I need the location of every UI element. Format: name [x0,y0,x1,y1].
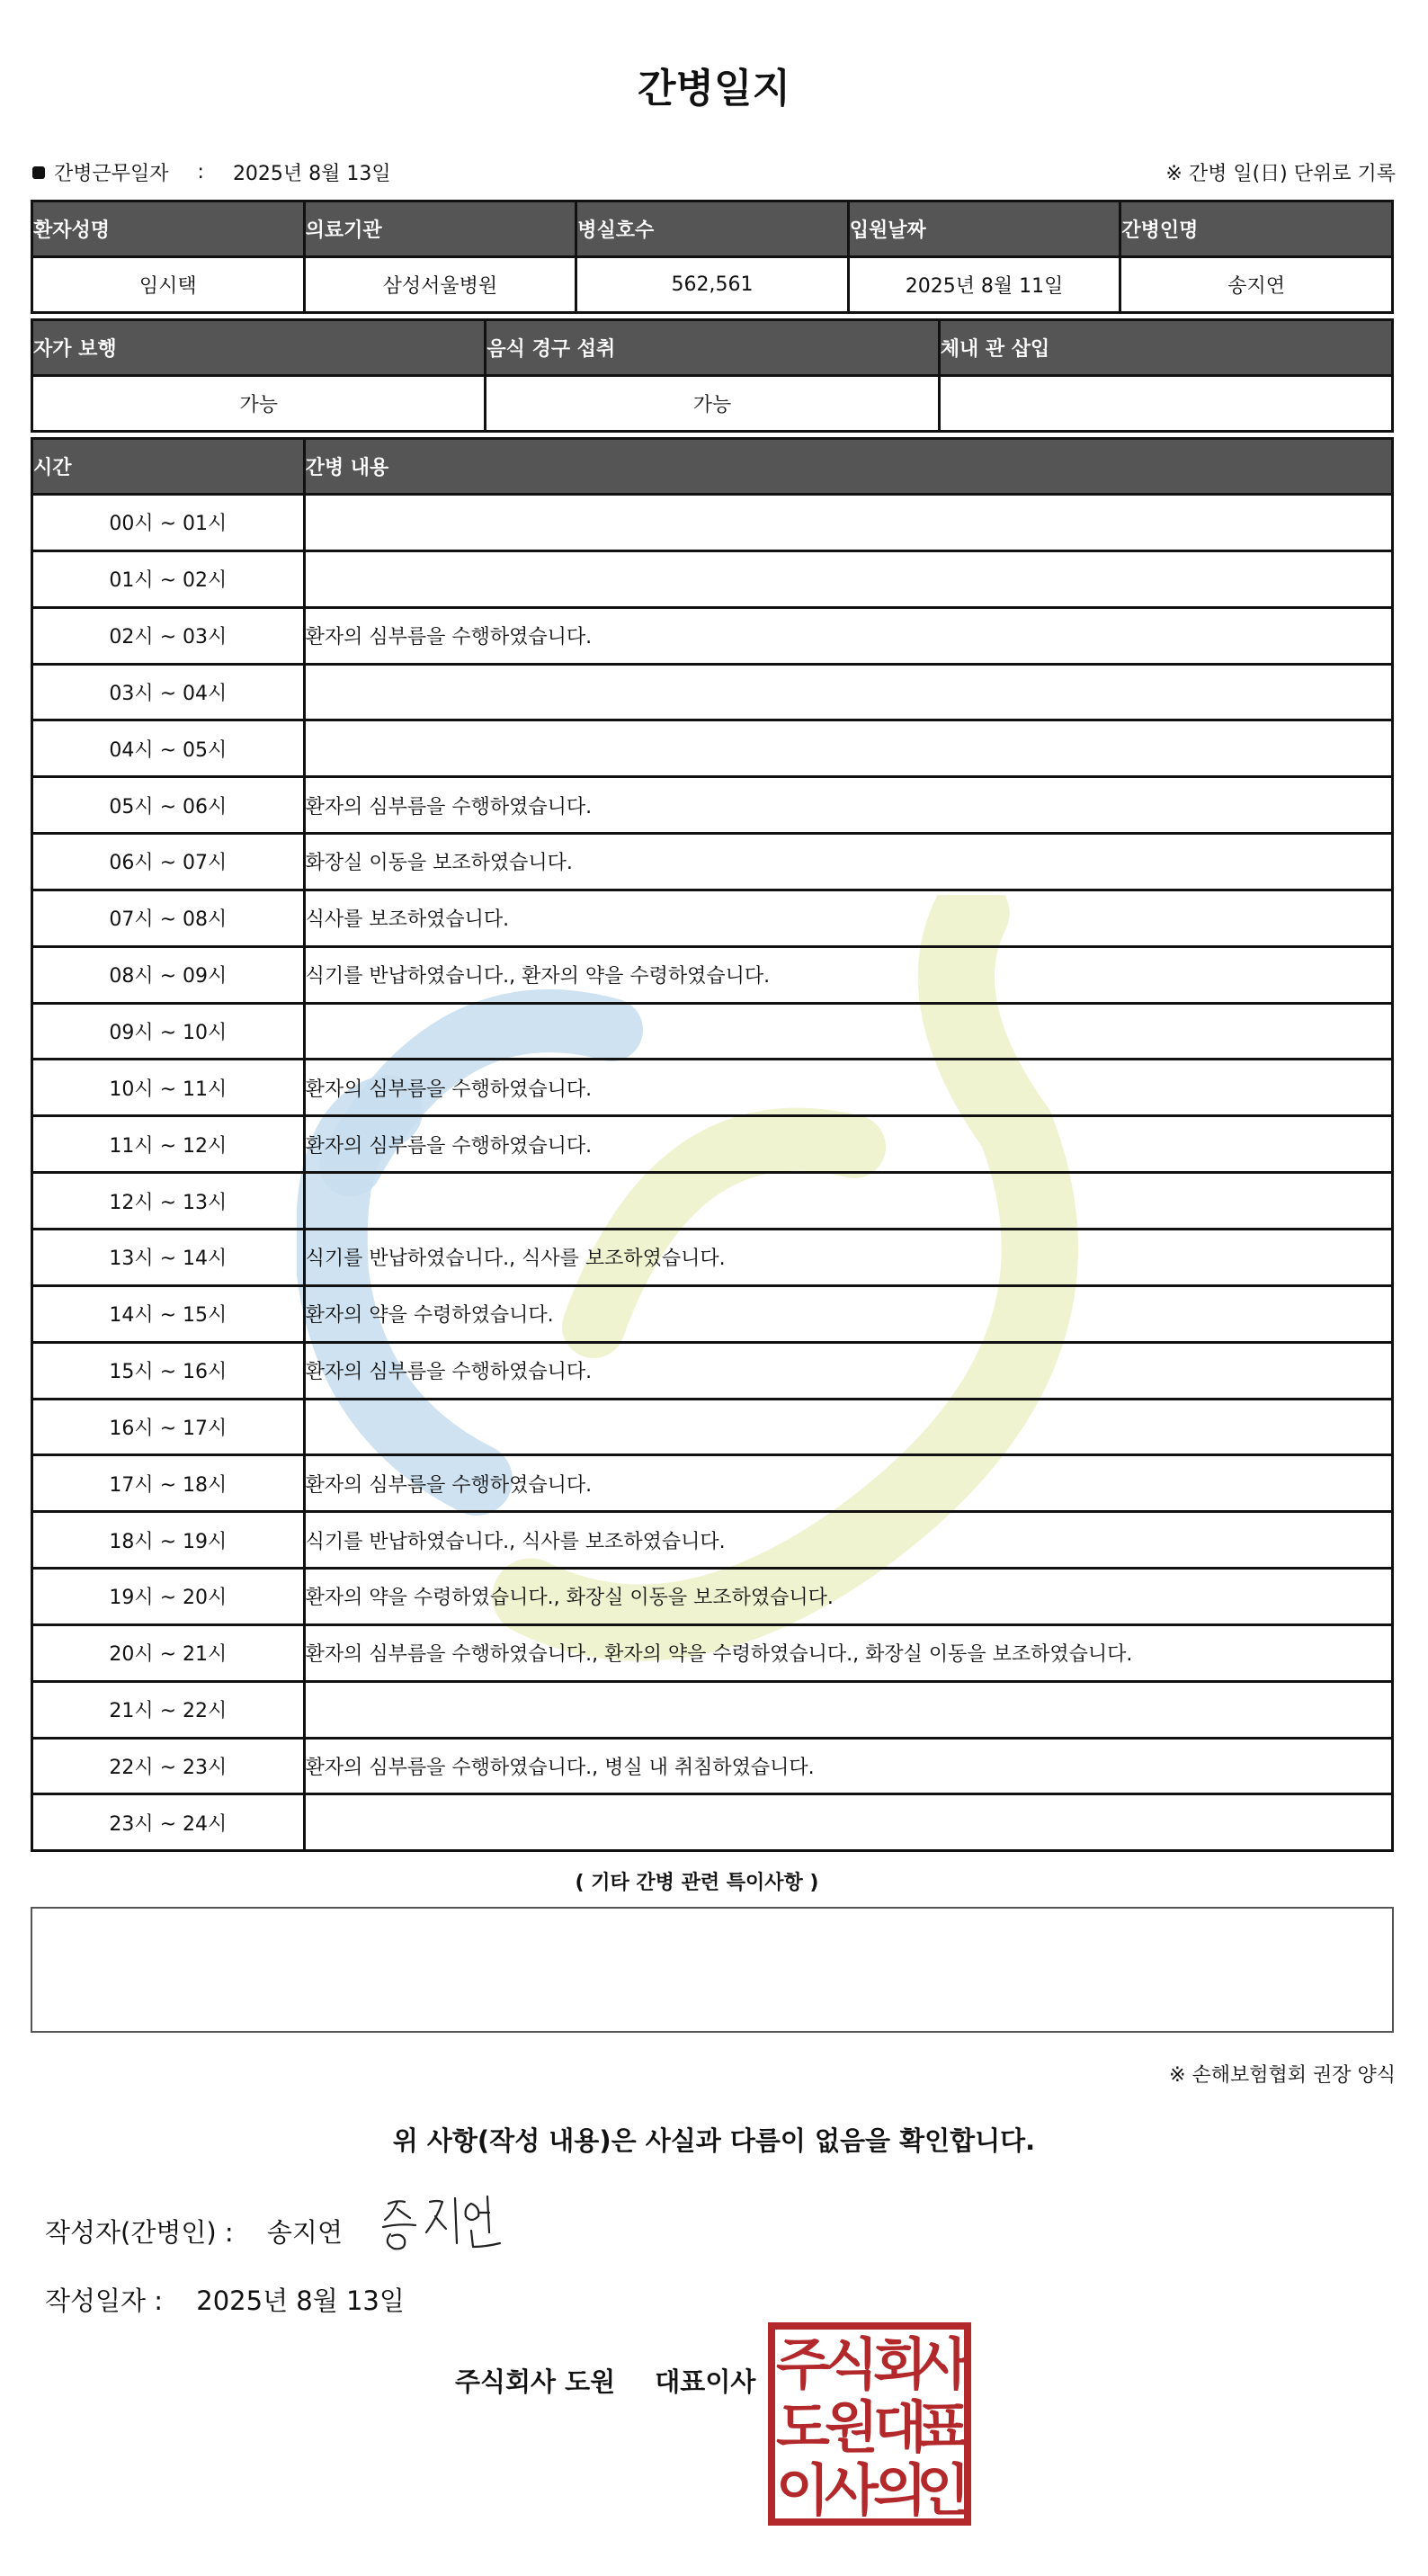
time-cell: 05시 ~ 06시 [32,777,305,834]
time-cell: 02시 ~ 03시 [32,607,305,664]
hospital-cell: 삼성서울병원 [304,257,576,313]
table-row [32,1569,1393,1625]
writer-name: 송지연 [266,2217,343,2248]
time-cell: 17시 ~ 18시 [32,1455,305,1512]
header-hospital: 의료기관 [304,201,576,257]
time-cell: 04시 ~ 05시 [32,720,305,777]
time-cell: 07시 ~ 08시 [32,890,305,946]
oral-intake-cell: 가능 [486,376,939,432]
table-row [32,1399,1393,1455]
table-row [32,1512,1393,1569]
table-row [32,720,1393,777]
table-row [32,1794,1393,1851]
time-cell: 13시 ~ 14시 [32,1229,305,1285]
work-date-row [32,158,391,186]
written-date-label: 작성일자 : [45,2285,164,2316]
page-title: 간병일지 [637,66,790,112]
care-content-cell [304,1399,1392,1455]
patient-info-table [31,200,1394,314]
svg-text:도: 도 [776,2394,830,2460]
svg-text:인: 인 [916,2457,970,2523]
patient-name-cell: 임시택 [32,257,305,313]
notes-box [31,1907,1394,2033]
table-row [32,890,1393,946]
care-content-cell: 환자의 약을 수령하였습니다., 화장실 이동을 보조하였습니다. [304,1569,1392,1625]
table-row [32,1455,1393,1512]
header-room-number: 병실호수 [576,201,849,257]
table-row [32,834,1393,890]
care-content-cell [304,550,1392,607]
written-date-row [45,2281,405,2318]
care-content-cell: 환자의 약을 수령하였습니다. [304,1285,1392,1342]
handwritten-signature [378,2187,522,2268]
time-cell: 09시 ~ 10시 [32,1003,305,1060]
header-oral-intake: 음식 경구 섭취 [486,320,939,376]
care-content-cell [304,664,1392,720]
self-walking-cell: 가능 [32,376,486,432]
time-cell: 22시 ~ 23시 [32,1738,305,1794]
room-number-cell: 562,561 [576,257,849,313]
unit-note: ※ 간병 일(日) 단위로 기록 [1165,163,1396,185]
time-cell: 00시 ~ 01시 [32,495,305,551]
svg-text:이: 이 [776,2457,830,2523]
time-cell: 03시 ~ 04시 [32,664,305,720]
care-content-cell: 식사를 보조하였습니다. [304,890,1392,946]
svg-text:사: 사 [916,2331,970,2397]
table-row [32,495,1393,551]
caregiver-name-cell: 송지연 [1120,257,1393,313]
table-row [32,1060,1393,1116]
recommendation-note: ※ 손해보험협회 권장 양식 [1169,2064,1396,2087]
svg-text:의: 의 [873,2457,927,2523]
writer-label: 작성자(간병인) : [45,2217,234,2248]
time-cell: 21시 ~ 22시 [32,1681,305,1738]
care-content-cell [304,1173,1392,1230]
time-cell: 08시 ~ 09시 [32,946,305,1003]
time-cell: 14시 ~ 15시 [32,1285,305,1342]
time-cell: 23시 ~ 24시 [32,1794,305,1851]
svg-text:표: 표 [916,2394,970,2460]
writer-row [45,2213,343,2250]
svg-text:주: 주 [776,2331,830,2397]
time-cell: 15시 ~ 16시 [32,1342,305,1399]
care-content-cell [304,1681,1392,1738]
header-caregiver-name: 간병인명 [1120,201,1393,257]
care-content-cell: 환자의 심부름을 수행하였습니다., 병실 내 취침하였습니다. [304,1738,1392,1794]
care-content-cell: 환자의 심부름을 수행하였습니다. [304,1116,1392,1173]
svg-text:회: 회 [873,2331,927,2397]
header-admission-date: 입원날짜 [848,201,1120,257]
table-row [32,550,1393,607]
table-row [32,1285,1393,1342]
work-date-label: 간병근무일자 [54,163,169,185]
care-content-cell: 식기를 반납하였습니다., 식사를 보조하였습니다. [304,1229,1392,1285]
care-content-cell: 환자의 심부름을 수행하였습니다. [304,1455,1392,1512]
care-content-cell: 환자의 심부름을 수행하였습니다. [304,777,1392,834]
care-log-table [31,437,1394,1852]
time-cell: 20시 ~ 21시 [32,1624,305,1681]
table-row [32,1173,1393,1230]
header-patient-name: 환자성명 [32,201,305,257]
notes-title: ( 기타 간병 관련 특이사항 ) [575,1872,819,1894]
care-content-cell: 환자의 심부름을 수행하였습니다., 환자의 약을 수령하였습니다., 화장실 이동을 보조하였습니다. [304,1624,1392,1681]
table-row [32,1342,1393,1399]
svg-text:원: 원 [825,2394,879,2460]
time-cell: 16시 ~ 17시 [32,1399,305,1455]
written-date-value: 2025년 8월 13일 [196,2285,405,2316]
care-content-cell: 환자의 심부름을 수행하였습니다. [304,607,1392,664]
header-time: 시간 [32,439,305,495]
header-care-content: 간병 내용 [304,439,1392,495]
care-content-cell [304,720,1392,777]
table-row [32,1738,1393,1794]
table-row [32,664,1393,720]
svg-text:대: 대 [873,2394,927,2460]
company-seal-stamp [766,2321,973,2527]
time-cell: 10시 ~ 11시 [32,1060,305,1116]
time-cell: 19시 ~ 20시 [32,1569,305,1625]
company-name: 주식회사 도원 [455,2366,616,2397]
time-cell: 12시 ~ 13시 [32,1173,305,1230]
table-row [32,1624,1393,1681]
confirmation-statement: 위 사항(작성 내용)은 사실과 다름이 없음을 확인합니다. [392,2125,1036,2156]
table-row [32,1681,1393,1738]
care-content-cell: 식기를 반납하였습니다., 환자의 약을 수령하였습니다. [304,946,1392,1003]
time-cell: 06시 ~ 07시 [32,834,305,890]
care-content-cell: 식기를 반납하였습니다., 식사를 보조하였습니다. [304,1512,1392,1569]
svg-text:식: 식 [825,2331,879,2397]
care-content-cell [304,1794,1392,1851]
care-content-cell: 화장실 이동을 보조하였습니다. [304,834,1392,890]
table-row [32,1003,1393,1060]
care-content-cell: 환자의 심부름을 수행하였습니다. [304,1342,1392,1399]
time-cell: 18시 ~ 19시 [32,1512,305,1569]
table-row [32,946,1393,1003]
table-row [32,1229,1393,1285]
table-row [32,1116,1393,1173]
tube-insertion-cell [939,376,1392,432]
time-cell: 01시 ~ 02시 [32,550,305,607]
table-row [32,777,1393,834]
company-row [455,2362,755,2399]
bullet-square-icon [32,166,45,179]
care-content-cell [304,1003,1392,1060]
admission-date-cell: 2025년 8월 11일 [848,257,1120,313]
company-ceo-title: 대표이사 [655,2366,756,2397]
header-tube-insertion: 체내 관 삽입 [939,320,1392,376]
care-content-cell [304,495,1392,551]
work-date-value: 2025년 8월 13일 [232,163,391,185]
svg-text:사: 사 [825,2457,879,2523]
patient-status-table [31,318,1394,433]
care-content-cell: 환자의 심부름을 수행하였습니다. [304,1060,1392,1116]
table-row [32,607,1393,664]
header-self-walking: 자가 보행 [32,320,486,376]
work-date-separator: : [197,161,204,183]
time-cell: 11시 ~ 12시 [32,1116,305,1173]
